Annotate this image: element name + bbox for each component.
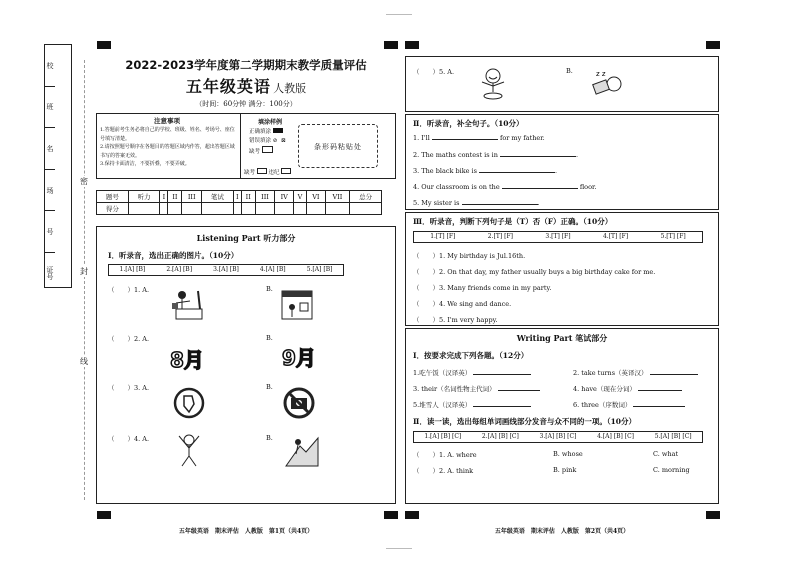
answer-option[interactable]: 4.[A] [B] [C] bbox=[597, 433, 635, 440]
score-cell[interactable] bbox=[255, 203, 275, 215]
side-cell-class: 班 bbox=[45, 87, 55, 129]
answer-option[interactable]: 3.[A] [B] [C] bbox=[539, 433, 577, 440]
score-cell: 总分 bbox=[350, 191, 382, 203]
w2-item-2-b: B. pink bbox=[553, 466, 577, 474]
seal-char-xian: 线 bbox=[80, 357, 88, 366]
answer-option[interactable]: 3.[T] [F] bbox=[545, 233, 571, 240]
w2-item-1-b: B. whose bbox=[553, 450, 583, 458]
top-dash-mark bbox=[386, 14, 412, 15]
q3-item-4: （ ）4. We sing and dance. bbox=[413, 300, 512, 308]
w1-title: Ⅰ．按要求完成下列各题。（12分） bbox=[413, 351, 529, 360]
housework-picture bbox=[170, 287, 210, 323]
q2-line-3: 3. The black bike is . bbox=[413, 167, 558, 175]
corner-mark-br bbox=[384, 511, 398, 519]
q3-item-2: （ ）2. On that day, my father usually buys a big birthday cake for me. bbox=[413, 268, 656, 276]
q3-title: Ⅲ．听录音，判断下列句子是（T）否（F）正确。（10分） bbox=[413, 217, 613, 226]
barcode-label: 条形码粘贴处 bbox=[314, 143, 362, 151]
score-value-row bbox=[97, 203, 382, 215]
notice-list bbox=[100, 126, 238, 169]
score-cell: III bbox=[255, 191, 275, 203]
w1-item-2: 2. take turns（英译汉） bbox=[573, 368, 698, 377]
answer-blank[interactable] bbox=[638, 390, 682, 391]
sleeping-picture bbox=[590, 66, 626, 98]
no-camera-sign-picture bbox=[282, 386, 316, 420]
side-cell-seat: 号 bbox=[45, 211, 55, 253]
climbing-mountain-picture bbox=[284, 432, 320, 468]
answer-option[interactable]: 5.[T] [F] bbox=[660, 233, 686, 240]
answer-option[interactable]: 5.[A] [B] [C] bbox=[654, 433, 692, 440]
corner-mark-tr-2 bbox=[706, 41, 720, 49]
w1-item-3: 3. their（名词性物主代词） bbox=[413, 384, 540, 393]
fill-wrong: 错误填涂 ⊘ ⊠ bbox=[249, 138, 287, 144]
answer-option[interactable]: 2.[T] [F] bbox=[487, 233, 513, 240]
answer-option[interactable]: 2.[A] [B] bbox=[166, 266, 193, 273]
notice-divider bbox=[240, 113, 241, 179]
q1-item-2-b: B. bbox=[266, 334, 273, 342]
q2-line-5: 5. My sister is . bbox=[413, 199, 540, 207]
score-cell[interactable] bbox=[294, 203, 307, 215]
q1-item-5-b: B. bbox=[566, 67, 573, 75]
q2-line-1: 1. I'll for my father. bbox=[413, 134, 545, 142]
answer-blank[interactable] bbox=[473, 406, 531, 407]
answer-blank[interactable] bbox=[473, 374, 531, 375]
svg-text:z z: z z bbox=[596, 70, 606, 78]
cheering-person-picture bbox=[174, 432, 204, 468]
q3-item-5: （ ）5. I'm very happy. bbox=[413, 316, 498, 324]
seal-dashed-line bbox=[84, 60, 85, 500]
shop-picture bbox=[278, 287, 318, 323]
fill-absent: 缺考 bbox=[249, 146, 287, 157]
answer-blank[interactable] bbox=[650, 374, 698, 375]
page2-q1-box bbox=[405, 56, 719, 112]
score-cell[interactable] bbox=[202, 203, 234, 215]
q1-item-3-label: （ ）3. A. bbox=[108, 384, 150, 392]
notice-item: 3.保持卡面清洁，不要折叠，不要弄破。 bbox=[100, 161, 190, 167]
answer-blank[interactable] bbox=[432, 139, 498, 140]
w2-title: Ⅱ．读一读，选出每组单词画线部分发音与众不同的一项。（10分） bbox=[413, 417, 637, 426]
answer-blank[interactable] bbox=[502, 188, 578, 189]
score-table bbox=[96, 190, 382, 215]
score-cell[interactable] bbox=[128, 203, 160, 215]
w1-item-4: 4. have（现在分词） bbox=[573, 384, 682, 393]
answer-blank[interactable] bbox=[633, 406, 685, 407]
seal-char-mi: 密 bbox=[80, 177, 88, 186]
q1-item-5-label: （ ）5. A. bbox=[413, 68, 455, 76]
score-cell: 题号 bbox=[97, 191, 129, 203]
answer-option[interactable]: 1.[A] [B] bbox=[119, 266, 146, 273]
seal-char-feng: 封 bbox=[80, 267, 88, 276]
side-cell-room: 场 bbox=[45, 170, 55, 212]
score-cell: II bbox=[241, 191, 255, 203]
score-header-row bbox=[97, 191, 382, 203]
listening-header: Listening Part 听力部分 bbox=[196, 233, 296, 243]
score-cell[interactable] bbox=[325, 203, 350, 215]
q1-item-2-label: （ ）2. A. bbox=[108, 335, 150, 343]
answer-option[interactable]: 4.[T] [F] bbox=[602, 233, 629, 240]
exam-subtitle bbox=[96, 74, 396, 97]
answer-option[interactable]: 3.[A] [B] bbox=[213, 266, 239, 273]
subject-title: 五年级英语 bbox=[185, 77, 271, 96]
answer-blank[interactable] bbox=[462, 204, 538, 205]
happy-jumping-picture bbox=[478, 66, 508, 100]
w2-item-1-c: C. what bbox=[653, 450, 679, 458]
q1-item-1-label: （ ）1. A. bbox=[108, 286, 150, 294]
q1-item-4-b: B. bbox=[266, 434, 273, 442]
score-cell[interactable] bbox=[275, 203, 294, 215]
q1-item-1-b: B. bbox=[266, 285, 273, 293]
w2-answer-options bbox=[413, 431, 703, 443]
q1-item-4-label: （ ）4. A. bbox=[108, 435, 150, 443]
corner-mark-bl-2 bbox=[405, 511, 419, 519]
score-cell: 听力 bbox=[128, 191, 160, 203]
score-cell: I bbox=[160, 191, 168, 203]
score-cell: II bbox=[168, 191, 182, 203]
answer-option[interactable]: 1.[T] [F] bbox=[430, 233, 456, 240]
page2-footer: 五年级英语 期末评估 人教版 第2页（共4页） bbox=[494, 528, 630, 535]
side-cell-school: 校 bbox=[45, 45, 55, 87]
side-cell-id: 证号 bbox=[46, 266, 54, 281]
score-cell: V bbox=[294, 191, 307, 203]
notice-item: 2.请按照题号顺序在各题目的答题区域内作答，超出答题区域书写的答案无效。 bbox=[100, 144, 235, 159]
fill-example-title: 填涂样例 bbox=[258, 119, 283, 126]
writing-header: Writing Part 笔试部分 bbox=[516, 333, 608, 343]
score-cell: IV bbox=[275, 191, 294, 203]
score-cell: VII bbox=[325, 191, 350, 203]
w2-item-2-c: C. morning bbox=[653, 466, 690, 474]
score-cell: 笔试 bbox=[202, 191, 234, 203]
w1-item-6: 6. three（序数词） bbox=[573, 400, 685, 409]
corner-mark-tl-2 bbox=[405, 41, 419, 49]
score-cell: III bbox=[182, 191, 202, 203]
q2-title: Ⅱ．听录音，补全句子。（10分） bbox=[413, 119, 524, 128]
answer-blank[interactable] bbox=[500, 156, 576, 157]
edition-label: 人教版 bbox=[273, 82, 307, 95]
time-info: （时间：60分钟 满分：100分） bbox=[195, 100, 297, 108]
answer-blank[interactable] bbox=[498, 390, 540, 391]
q2-line-2: 2. The maths contest is in . bbox=[413, 151, 579, 159]
month-september-picture: 9月 bbox=[282, 346, 316, 370]
score-cell[interactable] bbox=[306, 203, 325, 215]
answer-option[interactable]: 5.[A] [B] bbox=[306, 266, 333, 273]
q3-answer-options bbox=[413, 231, 703, 243]
binding-info-column bbox=[44, 44, 72, 288]
notice-item: 1.答题前考生务必将自己的学校、班级、姓名、考场号、座位号填写清楚。 bbox=[100, 127, 235, 142]
fill-correct: 正确填涂 bbox=[249, 128, 287, 137]
answer-blank[interactable] bbox=[479, 172, 555, 173]
score-cell: VI bbox=[306, 191, 325, 203]
corner-mark-bl bbox=[97, 511, 111, 519]
score-cell: I bbox=[233, 191, 241, 203]
q1-title: Ⅰ．听录音，选出正确的图片。（10分） bbox=[108, 251, 239, 260]
bottom-dash-mark bbox=[386, 548, 412, 549]
q3-item-3: （ ）3. Many friends come in my party. bbox=[413, 284, 552, 292]
q3-item-1: （ ）1. My birthday is Jul.16th. bbox=[413, 252, 526, 260]
hand-sign-picture bbox=[172, 386, 206, 420]
q1-answer-options bbox=[108, 264, 344, 276]
answer-option[interactable]: 1.[A] [B] [C] bbox=[424, 433, 462, 440]
score-cell[interactable] bbox=[350, 203, 382, 215]
fill-example-list bbox=[249, 128, 287, 157]
exam-title: 2022-2023学年度第二学期期末教学质量评估 bbox=[125, 58, 367, 72]
page1-footer: 五年级英语 期末评估 人教版 第1页（共4页） bbox=[178, 528, 314, 535]
corner-mark-tl bbox=[97, 41, 111, 49]
score-cell[interactable] bbox=[241, 203, 255, 215]
side-cell-name: 名 bbox=[45, 128, 55, 170]
answer-option[interactable]: 4.[A] [B] bbox=[259, 266, 286, 273]
notice-title: 注意事项 bbox=[154, 117, 180, 125]
score-cell[interactable] bbox=[168, 203, 182, 215]
month-august-picture: 8月 bbox=[170, 348, 204, 372]
score-cell[interactable] bbox=[160, 203, 168, 215]
corner-mark-tr bbox=[384, 41, 398, 49]
w2-item-2-a: （ ）2. A. think bbox=[413, 467, 474, 475]
corner-mark-br-2 bbox=[706, 511, 720, 519]
absent-violation-row: 缺考 违纪 bbox=[244, 168, 291, 176]
q1-item-3-b: B. bbox=[266, 383, 273, 391]
w1-item-5: 5.堆雪人（汉译英） bbox=[413, 400, 531, 409]
answer-option[interactable]: 2.[A] [B] [C] bbox=[481, 433, 519, 440]
q2-line-4: 4. Our classroom is on the floor. bbox=[413, 183, 597, 191]
score-cell: 得分 bbox=[97, 203, 129, 215]
w1-item-1: 1.吃午饭（汉译英） bbox=[413, 368, 531, 377]
score-cell[interactable] bbox=[233, 203, 241, 215]
score-cell[interactable] bbox=[182, 203, 202, 215]
w2-item-1-a: （ ）1. A. where bbox=[413, 451, 477, 459]
